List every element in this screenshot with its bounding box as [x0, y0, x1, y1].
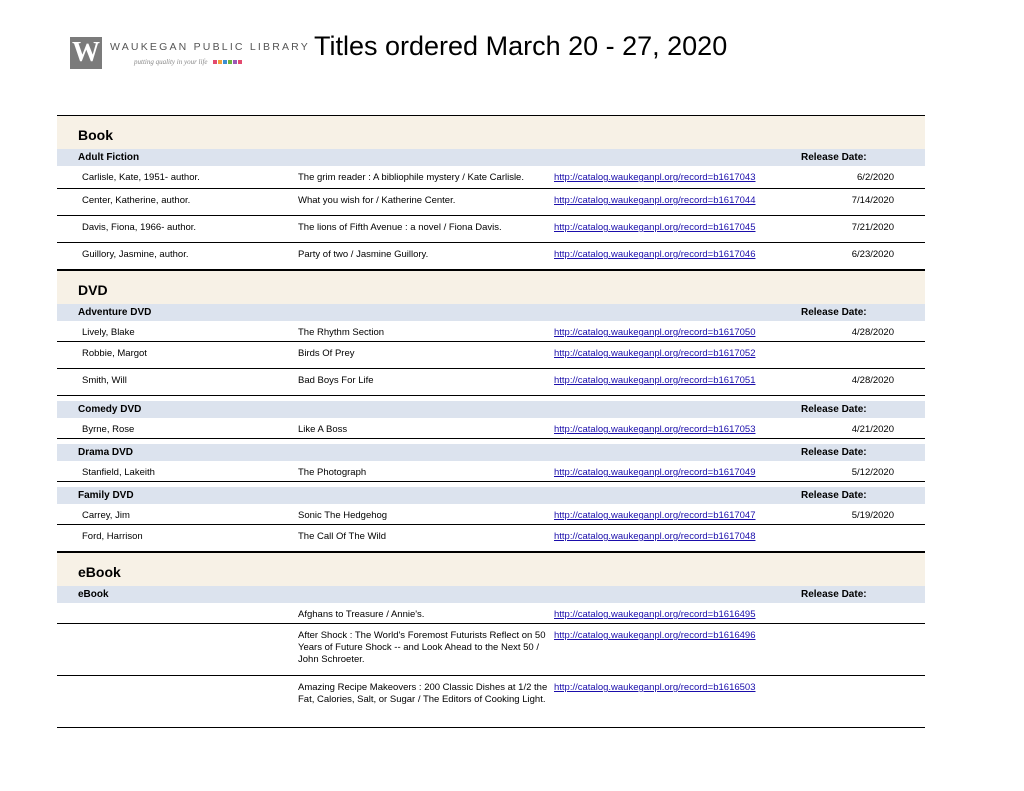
table-row [57, 461, 925, 482]
catalog-link[interactable]: http://catalog.waukeganpl.org/record=b1617051 [554, 375, 756, 386]
group-heading-dvd: DVD [57, 270, 925, 304]
title-cell: What you wish for / Katherine Center. [298, 195, 456, 206]
page-header [0, 0, 1024, 110]
title-cell: Like A Boss [298, 424, 348, 435]
category-name: eBook [78, 589, 109, 600]
title-cell: The Call Of The Wild [298, 531, 386, 542]
title-cell: Bad Boys For Life [298, 375, 374, 386]
table-row [57, 166, 925, 189]
author-cell: Guillory, Jasmine, author. [82, 249, 189, 260]
category-name: Adult Fiction [78, 152, 140, 163]
release-date-cell: 4/28/2020 [851, 375, 894, 386]
brand-dot [233, 60, 237, 64]
category-name: Adventure DVD [78, 307, 152, 318]
group-heading-book: Book [57, 115, 925, 149]
title-cell: Sonic The Hedgehog [298, 510, 388, 521]
release-date-cell: 7/14/2020 [851, 195, 894, 206]
table-row [57, 624, 925, 676]
brand-dot [238, 60, 242, 64]
table-row [57, 189, 925, 216]
category-heading [57, 444, 925, 461]
title-cell: The grim reader : A bibliophile mystery / Kate Carlisle. [298, 172, 524, 183]
author-cell: Ford, Harrison [82, 531, 143, 542]
category-heading [57, 149, 925, 166]
library-logo: W [72, 37, 100, 68]
release-date-cell: 4/21/2020 [851, 424, 894, 435]
table-row [57, 321, 925, 342]
author-cell: Robbie, Margot [82, 348, 147, 359]
release-date-label: Release Date: [801, 404, 867, 415]
category-heading [57, 401, 925, 418]
tagline-text: putting quality in your life [134, 58, 208, 66]
table-row [57, 418, 925, 439]
author-cell: Carrey, Jim [82, 510, 130, 521]
library-tagline [134, 58, 243, 66]
title-cell: Party of two / Jasmine Guillory. [298, 249, 429, 260]
brand-dot [228, 60, 232, 64]
category-name: Family DVD [78, 490, 134, 501]
release-date-label: Release Date: [801, 447, 867, 458]
catalog-link[interactable]: http://catalog.waukeganpl.org/record=b1617053 [554, 424, 756, 435]
catalog-link[interactable]: http://catalog.waukeganpl.org/record=b1617048 [554, 531, 756, 542]
author-cell: Lively, Blake [82, 327, 135, 338]
title-cell: The Rhythm Section [298, 327, 385, 338]
table-row [57, 243, 925, 270]
brand-dot [213, 60, 217, 64]
catalog-link[interactable]: http://catalog.waukeganpl.org/record=b1617044 [554, 195, 756, 206]
brand-dot [218, 60, 222, 64]
category-name: Drama DVD [78, 447, 134, 458]
title-cell: Birds Of Prey [298, 348, 355, 359]
titles-list [57, 115, 925, 728]
table-row [57, 342, 925, 369]
table-row [57, 216, 925, 243]
category-heading [57, 586, 925, 603]
author-cell: Byrne, Rose [82, 424, 135, 435]
page-title: Titles ordered March 20 - 27, 2020 [314, 31, 728, 61]
catalog-link[interactable]: http://catalog.waukeganpl.org/record=b1616495 [554, 609, 756, 620]
catalog-link[interactable]: http://catalog.waukeganpl.org/record=b1617046 [554, 249, 756, 260]
catalog-link[interactable]: http://catalog.waukeganpl.org/record=b1616496 [554, 630, 756, 641]
catalog-link[interactable]: http://catalog.waukeganpl.org/record=b1617052 [554, 348, 756, 359]
catalog-link[interactable]: http://catalog.waukeganpl.org/record=b1617045 [554, 222, 756, 233]
author-cell: Carlisle, Kate, 1951- author. [82, 172, 200, 183]
title-cell: The lions of Fifth Avenue : a novel / Fiona Davis. [298, 222, 502, 233]
title-cell: Amazing Recipe Makeovers : 200 Classic Dishes at 1/2 the Fat, Calories, Salt, or Sugar / The Editors of Cooking Light. [298, 682, 548, 705]
author-cell: Davis, Fiona, 1966- author. [82, 222, 197, 233]
catalog-link[interactable]: http://catalog.waukeganpl.org/record=b1617047 [554, 510, 756, 521]
release-date-label: Release Date: [801, 589, 867, 600]
brand-dot [223, 60, 227, 64]
table-row [57, 369, 925, 396]
group-heading-ebook: eBook [57, 552, 925, 586]
release-date-cell: 5/12/2020 [851, 467, 894, 478]
category-name: Comedy DVD [78, 404, 142, 415]
author-cell: Smith, Will [82, 375, 127, 386]
catalog-link[interactable]: http://catalog.waukeganpl.org/record=b1617050 [554, 327, 756, 338]
title-cell: The Photograph [298, 467, 367, 478]
release-date-cell: 5/19/2020 [851, 510, 894, 521]
author-cell: Center, Katherine, author. [82, 195, 191, 206]
brand-color-dots [213, 58, 243, 66]
table-row [57, 525, 925, 552]
catalog-link[interactable]: http://catalog.waukeganpl.org/record=b1617043 [554, 172, 756, 183]
category-heading [57, 487, 925, 504]
author-cell: Stanfield, Lakeith [82, 467, 155, 478]
release-date-cell: 4/28/2020 [851, 327, 894, 338]
title-cell: Afghans to Treasure / Annie's. [298, 609, 425, 620]
category-heading [57, 304, 925, 321]
table-row [57, 603, 925, 624]
library-name: WAUKEGAN PUBLIC LIBRARY [110, 41, 310, 53]
release-date-cell: 6/2/2020 [857, 172, 894, 183]
table-row [57, 504, 925, 525]
release-date-label: Release Date: [801, 307, 867, 318]
release-date-cell: 6/23/2020 [851, 249, 894, 260]
release-date-label: Release Date: [801, 490, 867, 501]
title-cell: After Shock : The World's Foremost Futurists Reflect on 50 Years of Future Shock -- and Look Ahead to the Next 50 / John Schroeter. [298, 630, 546, 665]
release-date-cell: 7/21/2020 [851, 222, 894, 233]
catalog-link[interactable]: http://catalog.waukeganpl.org/record=b1616503 [554, 682, 756, 693]
catalog-link[interactable]: http://catalog.waukeganpl.org/record=b1617049 [554, 467, 756, 478]
table-row [57, 676, 925, 728]
release-date-label: Release Date: [801, 152, 867, 163]
